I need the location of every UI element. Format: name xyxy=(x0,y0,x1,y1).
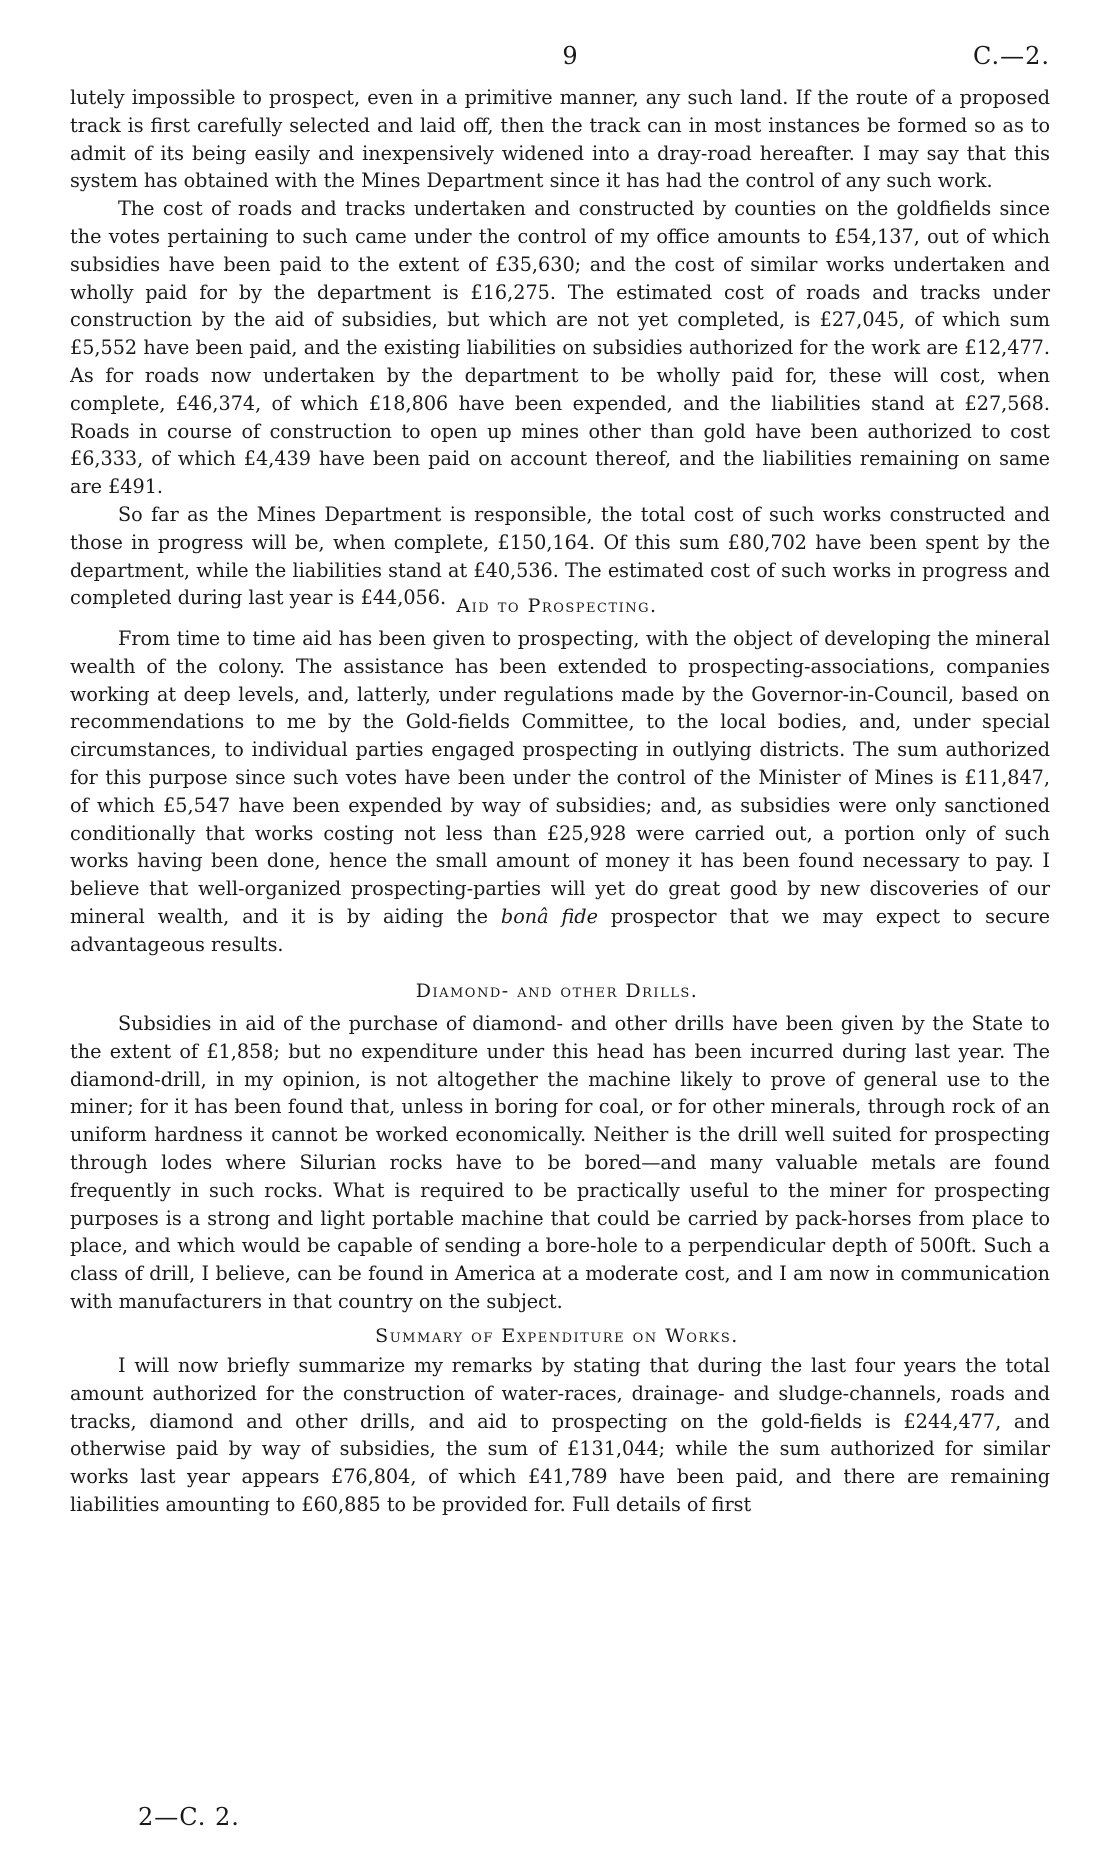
drills-text-block xyxy=(70,1010,1050,1316)
paragraph-drills: Subsidies in aid of the purchase of diamond- and other drills have been given by the State to the extent of £1,858; but no expenditure under this head has been incurred during last year. The diamond-drill, in my opinion, is not altogether the machine likely to prove of general use to the miner; for it has been found that, unless in boring for coal, or for other minerals, through rock of an uniform hardness it cannot be worked economically. Neither is the drill well suited for prospecting through lodes where Silurian rocks have to be bored—and many valuable metals are found frequently in such rocks. What is required to be practically useful to the miner for prospecting purposes is a strong and light portable machine that could be carried by pack-horses from place to place, and which would be capable of sending a bore-hole to a perpendicular depth of 500ft. Such a class of drill, I believe, can be found in America at a moderate cost, and I am now in communication with manufacturers in that country on the subject. xyxy=(70,1012,1050,1313)
intro-text-block xyxy=(70,84,1050,612)
paragraph-continuation: lutely impossible to prospect, even in a primitive manner, any such land. If the route of a proposed track is first carefully selected and laid off, then the track can in most instances be formed so as to admit of its being easily and inexpensively widened into a dray-road hereafter. I may say that this system has obtained with the Mines Department since it has had the control of any such work. xyxy=(70,86,1050,193)
section-heading-drills: Diamond- and other Drills. xyxy=(415,980,699,1002)
aid-text-italic: bonâ fide xyxy=(500,904,598,928)
document-reference: C.—2. xyxy=(972,42,1050,70)
section-heading-summary: Summary of Expenditure on Works. xyxy=(375,1325,739,1347)
page-signature: 2—C. 2. xyxy=(138,1803,240,1831)
aid-text-part-1: From time to time aid has been given to prospecting, with the object of developing the mineral wealth of the colony. The assistance has been extended to prospecting-associations, companies working at deep levels, and, latterly, under regulations made by the Governor-in-Council, based on recommendations to me by the Gold-fields Committee, to the local bodies, and, under special circumstances, to individual parties engaged prospecting in outlying districts. The sum authorized for this purpose since such votes have been under the control of the Minister of Mines is £11,847, of which £5,547 have been expended by way of subsidies; and, as subsidies were only sanctioned conditionally that works costing not less than £25,928 were carried out, a portion only of such works having been done, hence the small amount of money it has been found necessary to pay. I believe that well-organized prospecting-parties will yet do great good by new discoveries of our mineral wealth, and it is by aiding the xyxy=(70,627,1050,928)
paragraph-aid-to-prospecting xyxy=(70,625,1050,959)
section-heading-aid-to-prospecting: Aid to Prospecting. xyxy=(456,595,658,617)
summary-text-block xyxy=(70,1352,1050,1519)
paragraph-roads-cost: The cost of roads and tracks undertaken and constructed by counties on the goldfields since the votes pertaining to such came under the control of my office amounts to £54,137, out of which subsidies have been paid to the extent of £35,630; and the cost of similar works undertaken and wholly paid for by the department is £16,275. The estimated cost of roads and tracks under construction by the aid of subsidies, but which are not yet completed, is £27,045, of which sum £5,552 have been paid, and the existing liabilities on subsidies authorized for the work are £12,477. As for roads now undertaken by the department to be wholly paid for, these will cost, when complete, £46,374, of which £18,806 have been expended, and the liabilities stand at £27,568. Roads in course of construction to open up mines other than gold have been authorized to cost £6,333, of which £4,439 have been paid on account thereof, and the liabilities remaining on same are £491. xyxy=(70,197,1050,499)
aid-text-part-2: prospector that we may expect to secure advantageous results. xyxy=(70,904,1051,956)
aid-text-block xyxy=(70,625,1050,959)
page-number: 9 xyxy=(562,42,578,70)
paragraph-summary: I will now briefly summarize my remarks by stating that during the last four years the total amount authorized for the construction of water-races, drainage- and sludge-channels, roads and tracks, diamond and other drills, and aid to prospecting on the gold-fields is £244,477, and otherwise paid by way of subsidies, the sum of £131,044; while the sum authorized for similar works last year appears £76,804, of which £41,789 have been paid, and there are remaining liabilities amounting to £60,885 to be provided for. Full details of first xyxy=(70,1354,1050,1516)
paragraph-mines-department-cost: So far as the Mines Department is responsible, the total cost of such works constructed and those in progress will be, when complete, £150,164. Of this sum £80,702 have been spent by the department, while the liabilities stand at £40,536. The estimated cost of such works in progress and completed during last year is £44,056. xyxy=(70,502,1050,610)
